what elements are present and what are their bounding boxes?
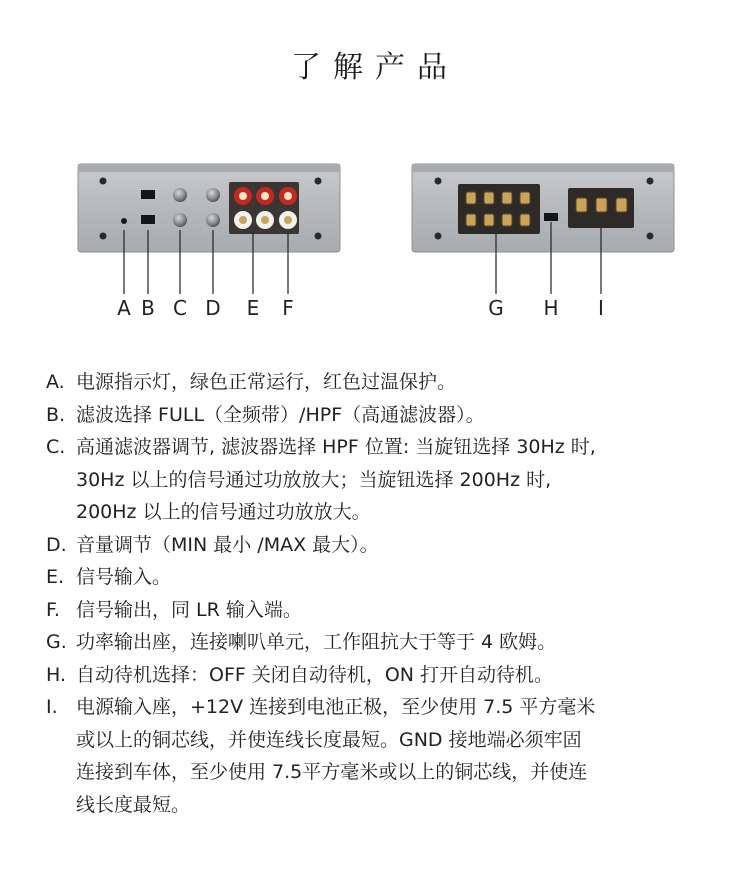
description-line: 功率输出座，连接喇叭单元，工作阻抗大于等于 4 欧姆。: [76, 631, 557, 653]
description-item: [46, 594, 706, 627]
description-letter: F.: [46, 598, 60, 621]
callout-label-g: G: [488, 296, 504, 320]
callout-label-h: H: [543, 296, 559, 320]
description-line: 200Hz 以上的信号通过功放放大。: [76, 501, 371, 523]
description-item: [46, 626, 706, 659]
description-letter: B.: [46, 403, 66, 426]
description-text: [76, 366, 706, 399]
volume-knob-icon[interactable]: [206, 188, 220, 202]
description-letter: A.: [46, 371, 65, 393]
description-text: [76, 561, 706, 594]
screw-icon: [647, 178, 654, 185]
description-line: 或以上的铜芯线，并使连线长度最短。GND 接地端必须牢固: [76, 728, 582, 751]
callout-label-d: D: [205, 296, 221, 320]
output-panel-top-edge: [412, 164, 674, 172]
screw-icon: [100, 178, 107, 185]
screw-icon: [435, 233, 442, 240]
filter-switch-icon[interactable]: [141, 215, 155, 224]
volume-knob-icon[interactable]: [206, 213, 220, 227]
product-diagram: [0, 160, 750, 330]
power-led-icon: [121, 218, 127, 224]
description-text: [76, 626, 706, 659]
description-text: [76, 431, 706, 529]
description-line: 滤波选择 FULL（全频带）/HPF（高通滤波器）。: [76, 403, 485, 426]
description-letter: G.: [46, 631, 67, 653]
callout-label-c: C: [173, 296, 187, 320]
description-line: 电源指示灯，绿色正常运行，红色过温保护。: [76, 371, 457, 393]
hpf-knob-icon[interactable]: [173, 213, 187, 227]
amplifier-panels-svg: [0, 160, 750, 330]
description-line: 30Hz 以上的信号通过功放放大；当旋钮选择 200Hz 时,: [76, 468, 552, 491]
callout-label-b: B: [141, 296, 155, 320]
description-text: [76, 659, 706, 692]
description-letter: D.: [46, 533, 67, 556]
callout-label-f: F: [282, 296, 294, 320]
callout-label-e: E: [246, 296, 260, 320]
description-line: 自动待机选择：OFF 关闭自动待机，ON 打开自动待机。: [76, 663, 554, 686]
hpf-knob-icon[interactable]: [173, 188, 187, 202]
description-item: [46, 399, 706, 432]
description-text: [76, 529, 706, 562]
description-item: [46, 691, 706, 821]
output-panel: [412, 164, 674, 320]
description-letter: C.: [46, 436, 66, 458]
description-line: 音量调节（MIN 最小 /MAX 最大）。: [76, 533, 379, 556]
description-item: [46, 561, 706, 594]
input-panel-plate: [78, 164, 340, 252]
standby-switch-icon[interactable]: [544, 213, 558, 221]
callout-label-a: A: [117, 296, 131, 320]
input-panel: [78, 164, 340, 320]
screw-icon: [315, 233, 322, 240]
callout-label-i: I: [598, 296, 604, 320]
description-line: 电源输入座，+12V 连接到电池正极，至少使用 7.5 平方毫米: [76, 696, 596, 718]
screw-icon: [315, 178, 322, 185]
output-panel-plate: [412, 164, 674, 252]
description-item: [46, 659, 706, 692]
description-text: [76, 399, 706, 432]
screw-icon: [100, 233, 107, 240]
description-text: [76, 691, 706, 821]
description-letter: E.: [46, 566, 65, 588]
description-line: 线长度最短。: [76, 793, 191, 816]
description-line: 高通滤波器调节, 滤波器选择 HPF 位置: 当旋钮选择 30Hz 时,: [76, 436, 596, 458]
input-panel-top-edge: [78, 164, 340, 172]
description-list: [46, 366, 706, 821]
description-item: [46, 431, 706, 529]
power-terminal-screws: [576, 198, 627, 212]
screw-icon: [647, 233, 654, 240]
description-line: 连接到车体，至少使用 7.5平方毫米或以上的铜芯线，并使连: [76, 761, 588, 783]
description-item: [46, 366, 706, 399]
screw-icon: [435, 178, 442, 185]
page-title: 了解产品: [291, 50, 459, 85]
description-line: 信号输出，同 LR 输入端。: [76, 598, 302, 621]
description-item: [46, 529, 706, 562]
filter-switch-icon[interactable]: [141, 190, 155, 199]
description-text: [76, 594, 706, 627]
description-letter: I.: [46, 696, 58, 718]
description-line: 信号输入。: [76, 566, 172, 588]
description-letter: H.: [46, 663, 66, 686]
